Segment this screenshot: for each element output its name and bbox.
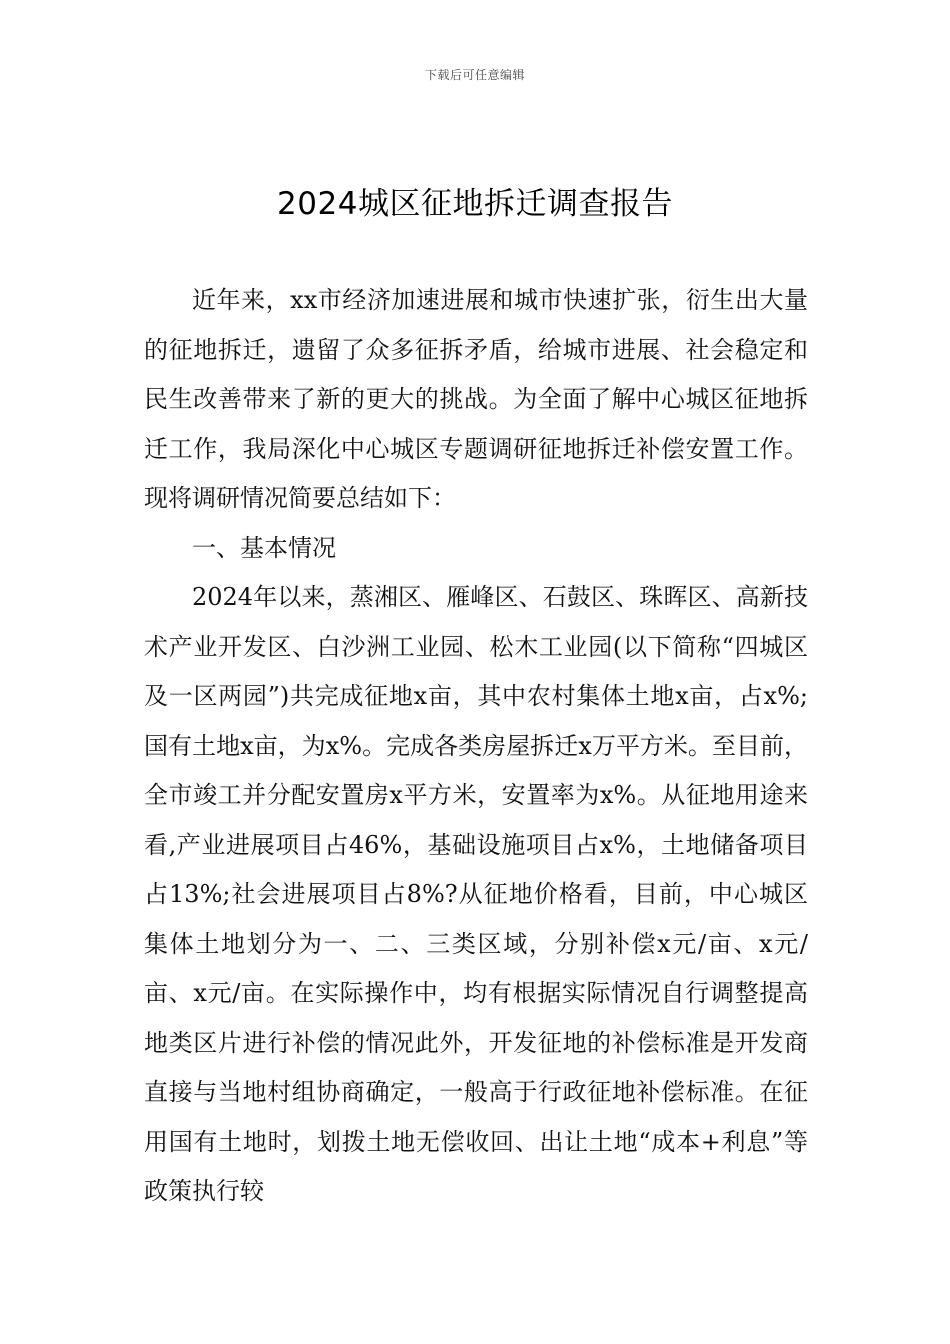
document-title: 2024城区征地拆迁调查报告: [277, 186, 673, 222]
section-heading: 一、基本情况: [192, 533, 336, 562]
document-body: [144, 276, 808, 1217]
header-note: 下载后可任意编辑: [424, 68, 525, 82]
body-paragraph: 2024年以来，蒸湘区、雁峰区、石鼓区、珠晖区、高新技术产业开发区、白沙洲工业园、松木工业园(以下简称“四城区及一区两园”)共完成征地x亩，其中农村集体土地x亩，占x%;国有土地x亩，为x%。完成各类房屋拆迁x万平方米。至目前，全市竣工并分配安置房x平方米，安置率为x%。从征地用途来看,产业进展项目占46%，基础设施项目占x%，土地储备项目占13%;社会进展项目占8%?从征地价格看，目前，中心城区集体土地划分为一、二、三类区域，分别补偿x元/亩、x元/亩、x元/亩。在实际操作中，均有根据实际情况自行调整提高地类区片进行补偿的情况此外，开发征地的补偿标准是开发商直接与当地村组协商确定，一般高于行政征地补偿标准。在征用国有土地时，划拨土地无偿收回、出让土地“成本+利息”等政策执行较: [144, 583, 808, 1205]
intro-paragraph: 近年来，xx市经济加速进展和城市快速扩张，衍生出大量的征地拆迁，遗留了众多征拆矛盾，给城市进展、社会稳定和民生改善带来了新的更大的挑战。为全面了解中心城区征地拆迁工作，我局深化中心城区专题调研征地拆迁补偿安置工作。现将调研情况简要总结如下：: [144, 286, 808, 512]
